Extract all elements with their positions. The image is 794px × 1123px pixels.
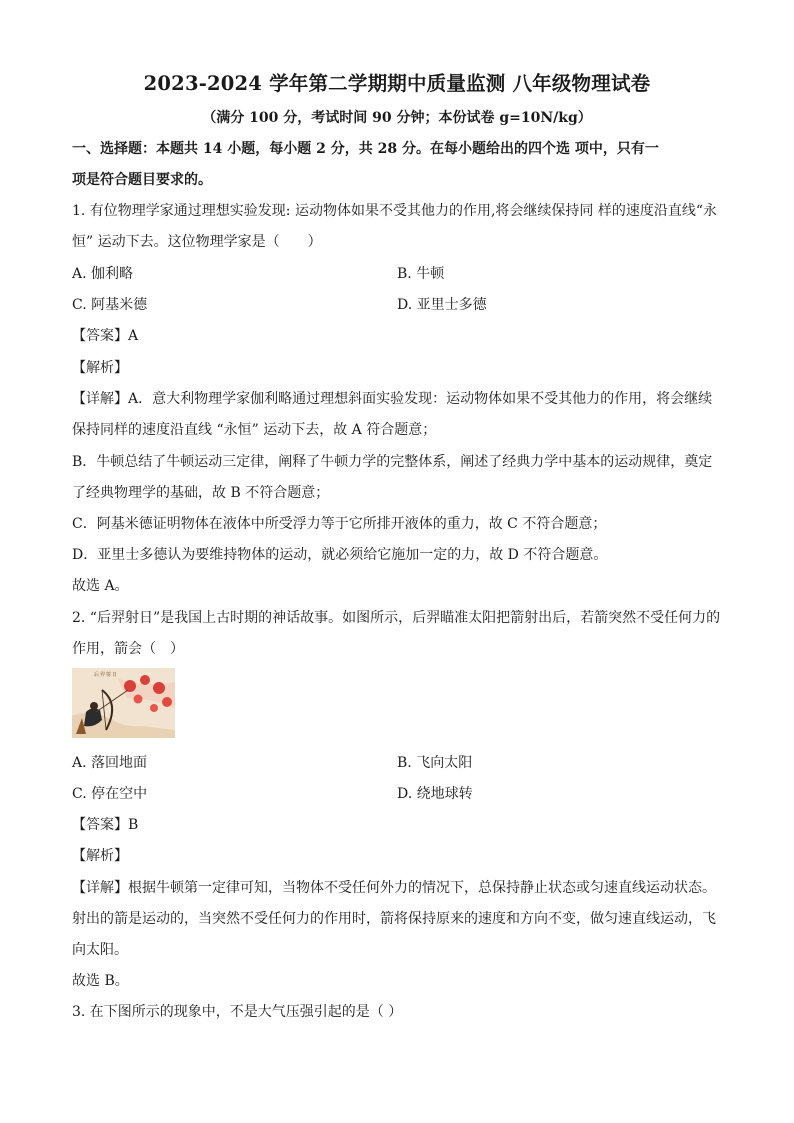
exam-title: 2023-2024 学年第二学期期中质量监测 八年级物理试卷 — [143, 72, 651, 95]
q1-option-a: A. 伽利略 — [72, 266, 134, 282]
section-heading-line-2: 项是符合题目要求的。 — [72, 172, 212, 188]
q2-detail-line-1: 【详解】根据牛顿第一定律可知，当物体不受任何外力的情况下，总保持静止状态或匀速直线运动状态。 — [72, 880, 716, 896]
q1-detail-line-6: D．亚里士多德认为要维持物体的运动，就必须给它施加一定的力，故 D 不符合题意。 — [72, 547, 608, 563]
section-heading-line-1: 一、选择题：本题共 14 小题，每小题 2 分，共 28 分。在每小题给出的四个选 项中，只有一 — [72, 141, 659, 157]
q1-conclusion: 故选 A。 — [72, 578, 129, 594]
q2-detail-line-2: 射出的箭是运动的，当突然不受任何力的作用时，箭将保持原来的速度和方向不变，做匀速直线运动，飞 — [72, 911, 716, 927]
q2-option-b: B. 飞向太阳 — [397, 755, 473, 771]
q1-stem-line-2: 恒” 运动下去。这位物理学家是（ ） — [72, 234, 322, 250]
q1-detail-line-4: 了经典物理学的基础，故 B 不符合题意； — [72, 485, 330, 501]
q1-option-c: C. 阿基米德 — [72, 297, 148, 313]
q3-stem-line-1: 3. 在下图所示的现象中，不是大气压强引起的是（ ） — [72, 1004, 403, 1020]
q1-detail-line-2: 保持同样的速度沿直线 “永恒” 运动下去，故 A 符合题意； — [72, 422, 437, 438]
illustration-caption: 后羿射日 — [94, 672, 119, 678]
q1-option-d: D. 亚里士多德 — [397, 297, 487, 313]
q1-detail-line-3: B．牛顿总结了牛顿运动三定律，阐释了牛顿力学的完整体系，阐述了经典力学中基本的运动规律，奠定 — [72, 454, 713, 470]
q1-detail-line-1: 【详解】A．意大利物理学家伽利略通过理想斜面实验发现：运动物体如果不受其他力的作用，将会继续 — [72, 391, 713, 407]
q2-option-c: C. 停在空中 — [72, 786, 148, 802]
q2-detail-line-3: 向太阳。 — [72, 942, 128, 958]
q2-stem-line-2: 作用，箭会（ ） — [72, 641, 184, 657]
q1-detail-line-5: C．阿基米德证明物体在液体中所受浮力等于它所排开液体的重力，故 C 不符合题意； — [72, 516, 607, 532]
q2-answer: 【答案】B — [72, 817, 139, 833]
q2-stem-line-1: 2. “后羿射日”是我国上古时期的神话故事。如图所示，后羿瞄准太阳把箭射出后，若箭突然不受任何力的 — [72, 610, 721, 626]
houyi-shooting-suns-illustration — [72, 668, 175, 738]
q2-option-d: D. 绕地球转 — [397, 786, 473, 802]
q1-stem-line-1: 1. 有位物理学家通过理想实验发现: 运动物体如果不受其他力的作用,将会继续保持同 样的速度沿直线“永 — [72, 203, 718, 219]
q2-conclusion: 故选 B。 — [72, 973, 129, 989]
q1-answer: 【答案】A — [72, 328, 139, 344]
q1-option-b: B. 牛顿 — [397, 266, 445, 282]
q1-analysis-label: 【解析】 — [72, 360, 128, 376]
q2-option-a: A. 落回地面 — [72, 755, 148, 771]
exam-subtitle: （满分 100 分，考试时间 90 分钟；本份试卷 g=10N/kg） — [202, 110, 592, 126]
q2-analysis-label: 【解析】 — [72, 848, 128, 864]
